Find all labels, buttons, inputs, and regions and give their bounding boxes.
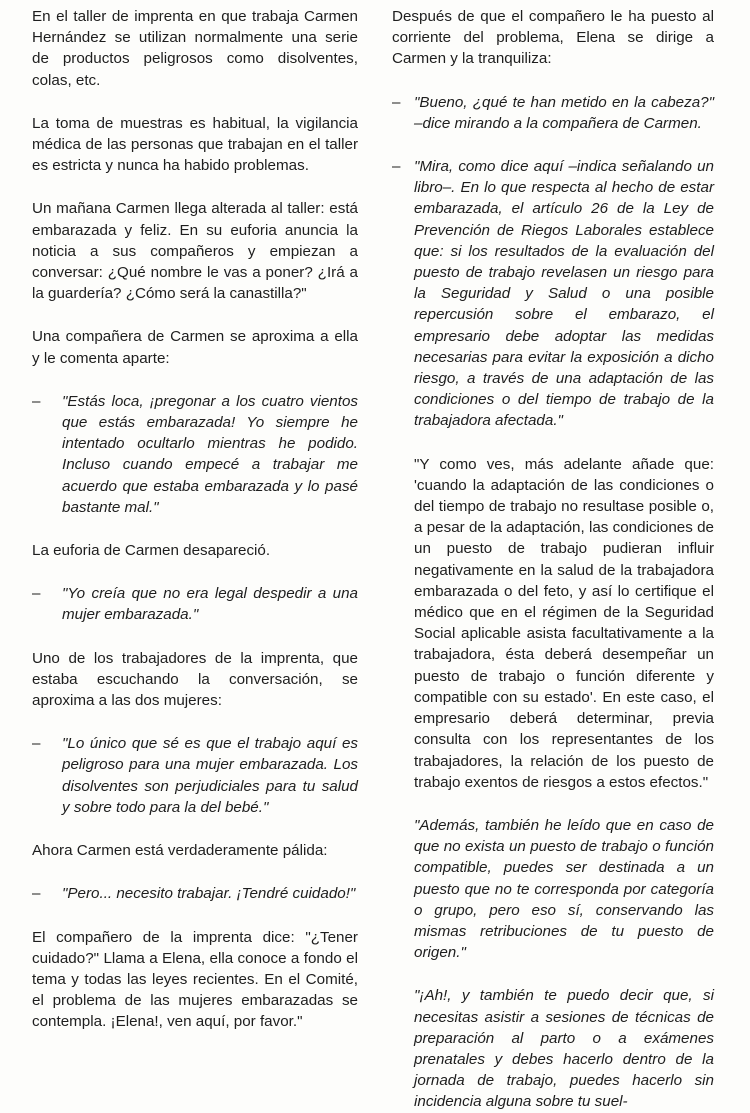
dialogue-quote	[32, 883, 358, 904]
dash: –	[32, 585, 41, 603]
dialogue-quote	[32, 733, 358, 818]
paragraph: Ahora Carmen está verdaderamente pálida:	[32, 842, 328, 860]
left-column	[32, 6, 358, 1035]
paragraph: El compañero de la imprenta dice: "¿Tener cuidado?" Llama a Elena, ella conoce a fondo el tema y todas las leyes recientes. En el Comité, el problema de las mujeres embarazadas se contempla. ¡Elena!, ven aquí, por favor."	[32, 928, 358, 1031]
dialogue-quote	[32, 583, 358, 625]
paragraph: La euforia de Carmen desapareció.	[32, 542, 271, 560]
quote-paragraph: "¡Ah!, y también te puedo decir que, si necesitas asistir a sesiones de técnicas de preparación al parto o a exámenes prenatales y debes hacerlo dentro de la jornada de trabajo, puedes hacerlo sin incidencia alguna sobre tu suel-	[414, 987, 714, 1111]
quote-text: "Estás loca, ¡pregonar a los cuatro vientos que estás embarazada! Yo siempre he intentado ocultarlo mientras he podido. Incluso cuando empecé a trabajar me acuerdo que estaba embarazada y lo pasé bastante mal."	[62, 392, 358, 516]
dialogue-quote	[392, 92, 714, 134]
quote-text: "Lo único que sé es que el trabajo aquí es peligroso para una mujer embarazada. Los disolventes son perjudiciales para tu salud y sobre todo para la del bebé."	[62, 735, 358, 816]
paragraph: La toma de muestras es habitual, la vigilancia médica de las personas que trabajan en el taller es estricta y nunca ha habido problemas.	[32, 114, 358, 175]
quote-text: "Yo creía que no era legal despedir a una mujer embarazada."	[62, 585, 358, 624]
quote-text: "Mira, como dice aquí –indica señalando un libro–. En lo que respecta al hecho de estar embarazada, el artículo 26 de la Ley de Prevención de Riegos Laborales establece que: si los resultados de la evaluación del puesto de trabajo revelasen un riesgo para la Seguridad y Salud o una posible repercusión sobre el embarazo, el empresario debe adoptar las medidas necesarias para evitar la exposición a dicho riesgo, a través de una adaptación de las condiciones o del tiempo de trabajo de la trabajadora afectada."	[414, 158, 714, 430]
quote-text: "Pero... necesito trabajar. ¡Tendré cuidado!"	[62, 885, 356, 903]
dash: –	[32, 885, 41, 903]
paragraph: Después de que el compañero le ha puesto al corriente del problema, Elena se dirige a Carmen y la tranquiliza:	[392, 8, 714, 68]
quote-paragraph: "Y como ves, más adelante añade que: 'cuando la adaptación de las condiciones o del tiempo de trabajo no resultase posible o, a pesar de la adaptación, las condiciones de un puesto de trabajo pudieran influir negativamente en la salud de la trabajadora embarazada o del feto, y así lo certifique el médico que en el régimen de la Seguridad Social aplicable asista facultativamente a la trabajadora, ésta deberá desempeñar un puesto de trabajo o función diferente y compatible con su estado'. En este caso, el empresario deberá determinar, previa consulta con los representantes de los trabajadores, la relación de los puesto de trabajo exentos de riesgos a estos efectos."	[414, 455, 714, 791]
dash: –	[32, 735, 41, 753]
paragraph: Una compañera de Carmen se aproxima a ella y le comenta aparte:	[32, 328, 358, 367]
quote-paragraph: "Además, también he leído que en caso de que no exista un puesto de trabajo o función compatible, puedes ser destinada a un puesto que no te corresponda por categoría o grupo, pero eso sí, conservando las mismas retribuciones de tu puesto de origen."	[414, 816, 714, 962]
dialogue-quote	[32, 391, 358, 518]
dash: –	[392, 158, 401, 176]
dialogue-quote	[392, 156, 714, 432]
dash: –	[392, 93, 401, 111]
paragraph: Uno de los trabajadores de la imprenta, que estaba escuchando la conversación, se aproxima a las dos mujeres:	[32, 649, 358, 710]
right-column	[392, 6, 714, 1113]
dash: –	[32, 392, 41, 410]
quote-text: "Bueno, ¿qué te han metido en la cabeza?" –dice mirando a la compañera de Carmen.	[414, 93, 714, 132]
paragraph: En el taller de imprenta en que trabaja Carmen Hernández se utilizan normalmente una serie de productos peligrosos como disolventes, colas, etc.	[32, 8, 358, 89]
paragraph: Un mañana Carmen llega alterada al taller: está embarazada y feliz. En su euforia anuncia la noticia a sus compañeros y empiezan a conversar: ¿Qué nombre le vas a poner? ¿Irá a la guardería? ¿Cómo será la canastilla?"	[32, 200, 358, 303]
